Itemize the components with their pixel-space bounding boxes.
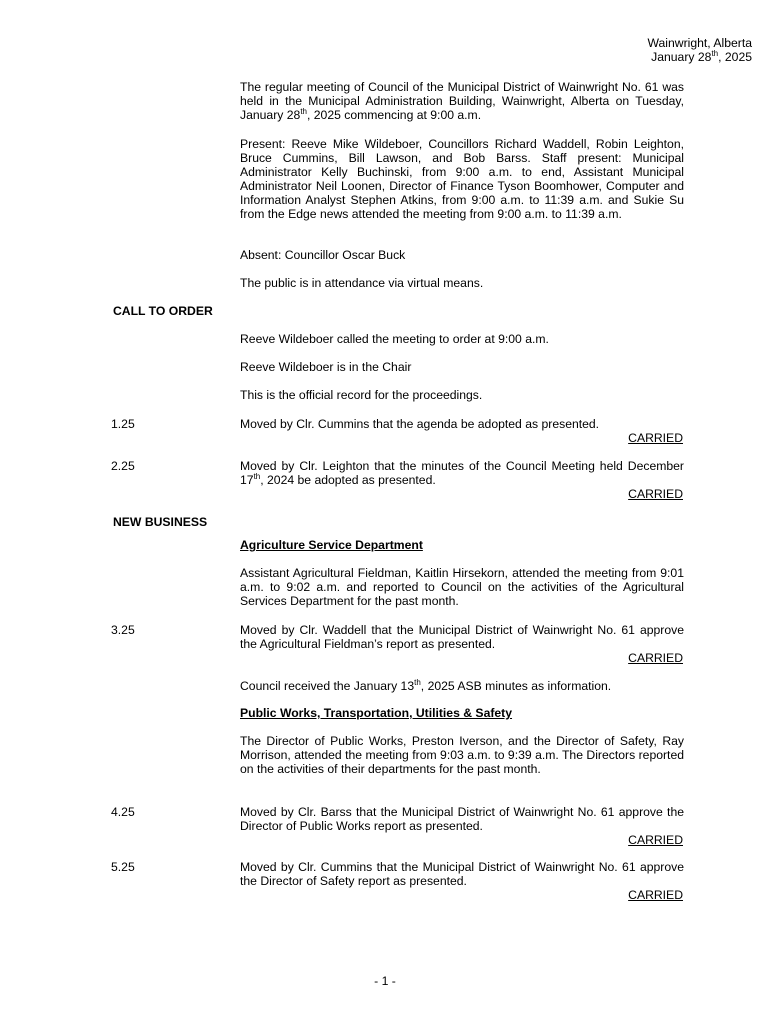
motion-number: 4.25: [111, 805, 135, 819]
motion-number: 3.25: [111, 623, 135, 637]
motion-text: Moved by Clr. Waddell that the Municipal District of Wainwright No. 61 approve the Agricultural Fieldman’s report as presented.: [240, 623, 684, 651]
header-location: Wainwright, Alberta: [647, 36, 752, 50]
motion-number: 5.25: [111, 860, 135, 874]
agriculture-subheading: Agriculture Service Department: [240, 538, 423, 552]
public-line: The public is in attendance via virtual means.: [240, 276, 484, 290]
intro-paragraph: The regular meeting of Council of the Municipal District of Wainwright No. 61 was held in the Municipal Administration Building, Wainwright, Alberta on Tuesday, January 28th, 2025 commencing at 9:00 a.m.: [240, 80, 684, 122]
motion-number: 1.25: [111, 417, 135, 431]
chair-line: Reeve Wildeboer is in the Chair: [240, 360, 412, 374]
motion-text: Moved by Clr. Barss that the Municipal District of Wainwright No. 61 approve the Director of Public Works report as presented.: [240, 805, 684, 833]
public-works-subheading: Public Works, Transportation, Utilities & Safety: [240, 706, 513, 720]
motion-result: CARRIED: [628, 431, 683, 445]
motion-result: CARRIED: [628, 487, 683, 501]
page-number: - 1 -: [374, 974, 396, 988]
motion-number: 2.25: [111, 459, 135, 473]
motion-text: Moved by Clr. Cummins that the agenda be adopted as presented.: [240, 417, 600, 431]
agriculture-paragraph: Assistant Agricultural Fieldman, Kaitlin Hirsekorn, attended the meeting from 9:01 a.m. to 9:02 a.m. and reported to Council on the activities of the Agricultural Services Department for the past month.: [240, 566, 684, 608]
call-to-order-line: Reeve Wildeboer called the meeting to order at 9:00 a.m.: [240, 332, 549, 346]
asb-minutes-line: Council received the January 13th, 2025 ASB minutes as information.: [240, 677, 612, 693]
present-paragraph: Present: Reeve Mike Wildeboer, Councillors Richard Waddell, Robin Leighton, Bruce Cummins, Bill Lawson, and Bob Barss. Staff present: Municipal Administrator Kelly Buchinski, from 9:00 a.m. to end, Assistant Municipal Administrator Neil Loonen, Director of Finance Tyson Boomhower, Computer and Information Analyst Stephen Atkins, from 9:00 a.m. to 11:39 a.m. and Sukie Su from the Edge news attended the meeting from 9:00 a.m. to 11:39 a.m.: [240, 137, 684, 221]
official-record-line: This is the official record for the proceedings.: [240, 388, 483, 402]
header-date: January 28th, 2025: [651, 48, 752, 64]
public-works-paragraph: The Director of Public Works, Preston Iverson, and the Director of Safety, Ray Morrison, attended the meeting from 9:03 a.m. to 9:39 a.m. The Directors reported on the activities of their departments for the past month.: [240, 734, 684, 776]
motion-text: Moved by Clr. Cummins that the Municipal District of Wainwright No. 61 approve the Director of Safety report as presented.: [240, 860, 684, 888]
motion-text: Moved by Clr. Leighton that the minutes of the Council Meeting held December 17th, 2024 be adopted as presented.: [240, 459, 684, 487]
motion-result: CARRIED: [628, 888, 683, 902]
motion-result: CARRIED: [628, 833, 683, 847]
new-business-heading: NEW BUSINESS: [113, 515, 208, 529]
absent-line: Absent: Councillor Oscar Buck: [240, 248, 406, 262]
motion-result: CARRIED: [628, 651, 683, 665]
call-to-order-heading: CALL TO ORDER: [113, 304, 213, 318]
document-header: [647, 36, 752, 64]
